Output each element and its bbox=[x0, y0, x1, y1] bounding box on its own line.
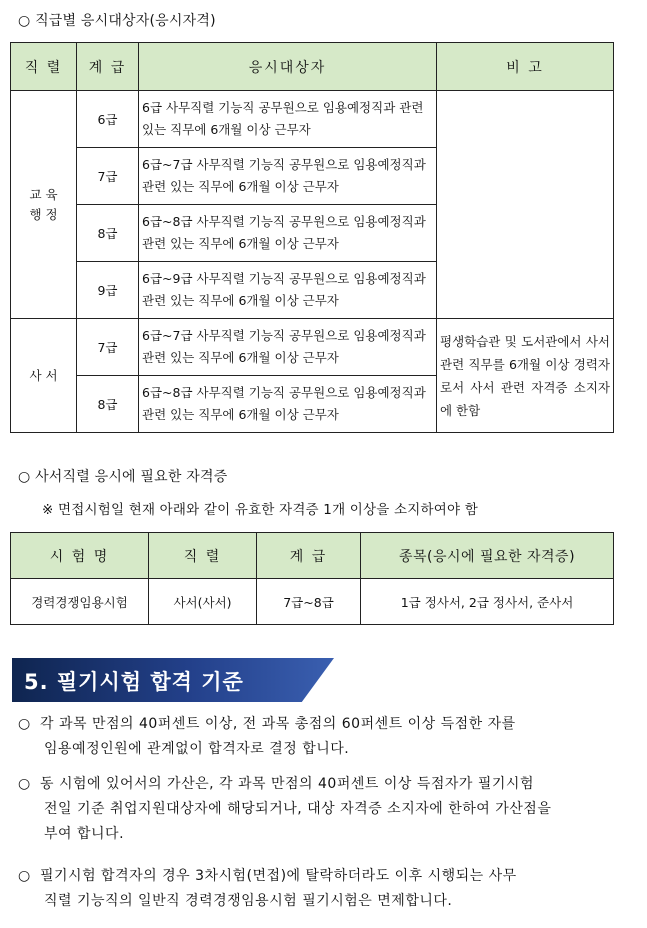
grade-cell: 9급 bbox=[77, 262, 139, 319]
group-education-admin: 교 육 행 정 bbox=[11, 91, 77, 319]
target-cell: 6급 사무직렬 기능직 공무원으로 임용예정직과 관련 있는 직무에 6개월 이상 근무자 bbox=[139, 91, 437, 148]
paragraph-line: 부여 합니다. bbox=[44, 826, 125, 842]
eligibility-table bbox=[10, 42, 614, 433]
section5-title: 5. 필기시험 합격 기준 bbox=[24, 670, 244, 694]
header-remarks: 비 고 bbox=[437, 43, 614, 91]
grade-cell: 7급~8급 bbox=[257, 579, 361, 625]
certificate-table bbox=[10, 532, 614, 625]
paragraph-line: 전일 기준 취업지원대상자에 해당되거나, 대상 자격증 소지자에 한하여 가산점을 bbox=[44, 801, 552, 817]
remarks-empty bbox=[437, 91, 614, 319]
target-cell: 6급~7급 사무직렬 기능직 공무원으로 임용예정직과 관련 있는 직무에 6개월 이상 근무자 bbox=[139, 319, 437, 376]
grade-cell: 6급 bbox=[77, 91, 139, 148]
section2-heading: ○ 사서직렬 응시에 필요한 자격증 bbox=[18, 469, 228, 485]
header-series: 직 렬 bbox=[11, 43, 77, 91]
target-cell: 6급~8급 사무직렬 기능직 공무원으로 임용예정직과 관련 있는 직무에 6개월 이상 근무자 bbox=[139, 376, 437, 433]
target-cell: 6급~7급 사무직렬 기능직 공무원으로 임용예정직과 관련 있는 직무에 6개월 이상 근무자 bbox=[139, 148, 437, 205]
header-grade: 계 급 bbox=[257, 533, 361, 579]
header-series: 직 렬 bbox=[149, 533, 257, 579]
grade-cell: 7급 bbox=[77, 148, 139, 205]
section1-heading: ○ 직급별 응시대상자(응시자격) bbox=[18, 13, 216, 29]
header-target: 응시대상자 bbox=[139, 43, 437, 91]
grade-cell: 8급 bbox=[77, 205, 139, 262]
paragraph-line: 동 시험에 있어서의 가산은, 각 과목 만점의 40퍼센트 이상 득점자가 필기시험 bbox=[40, 776, 534, 792]
paragraph-1 bbox=[18, 712, 638, 762]
series-cell: 사서(사서) bbox=[149, 579, 257, 625]
grade-cell: 7급 bbox=[77, 319, 139, 376]
group-librarian: 사 서 bbox=[11, 319, 77, 433]
target-cell: 6급~9급 사무직렬 기능직 공무원으로 임용예정직과 관련 있는 직무에 6개월 이상 근무자 bbox=[139, 262, 437, 319]
paragraph-3 bbox=[18, 864, 638, 914]
paragraph-line: 필기시험 합격자의 경우 3차시험(면접)에 탈락하더라도 이후 시행되는 사무 bbox=[40, 868, 517, 884]
grade-cell: 8급 bbox=[77, 376, 139, 433]
paragraph-2 bbox=[18, 772, 638, 847]
header-exam-name: 시 험 명 bbox=[11, 533, 149, 579]
paragraph-line: 임용예정인원에 관계없이 합격자로 결정 합니다. bbox=[44, 741, 350, 757]
bullet-circle: ○ bbox=[18, 716, 31, 732]
header-certificate: 종목(응시에 필요한 자격증) bbox=[361, 533, 614, 579]
bullet-circle: ○ bbox=[18, 868, 31, 884]
remarks-librarian: 평생학습관 및 도서관에서 사서관련 직무를 6개월 이상 경력자로서 사서 관련 자격증 소지자에 한함 bbox=[437, 319, 614, 433]
header-grade: 계 급 bbox=[77, 43, 139, 91]
bullet-circle: ○ bbox=[18, 776, 31, 792]
section2-note: ※ 면접시험일 현재 아래와 같이 유효한 자격증 1개 이상을 소지하여야 함 bbox=[42, 502, 478, 518]
paragraph-line: 각 과목 만점의 40퍼센트 이상, 전 과목 총점의 60퍼센트 이상 득점한 자를 bbox=[40, 716, 516, 732]
paragraph-line: 직렬 기능직의 일반직 경력경쟁임용시험 필기시험은 면제합니다. bbox=[44, 893, 453, 909]
exam-name-cell: 경력경쟁임용시험 bbox=[11, 579, 149, 625]
target-cell: 6급~8급 사무직렬 기능직 공무원으로 임용예정직과 관련 있는 직무에 6개월 이상 근무자 bbox=[139, 205, 437, 262]
certificate-cell: 1급 정사서, 2급 정사서, 준사서 bbox=[361, 579, 614, 625]
